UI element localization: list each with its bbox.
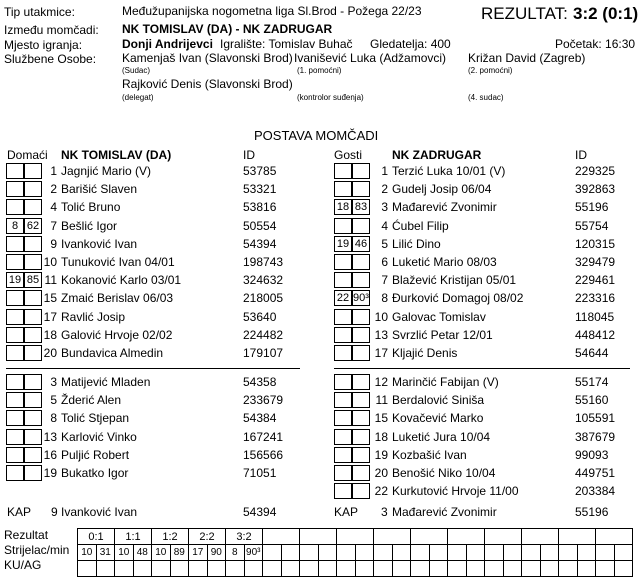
player-name: Luketić Mario 08/03	[392, 255, 497, 269]
kuag-cell	[485, 561, 504, 577]
player-id: 203384	[575, 484, 616, 499]
player-name: Ravlić Josip	[61, 309, 126, 324]
player-number: 22	[374, 484, 388, 499]
result-cell	[263, 529, 300, 545]
score-kuag-row	[78, 561, 633, 577]
player-number: 4	[50, 200, 57, 215]
result-cell: 1:1	[115, 529, 152, 545]
card-box-1	[6, 199, 24, 215]
gledatelja: Gledatelja: 400	[370, 37, 451, 51]
scorer-num-cell	[337, 545, 356, 561]
player-number: 20	[43, 346, 57, 360]
player-id: 55754	[575, 218, 609, 233]
kuag-cell	[411, 561, 430, 577]
pomocni2-role: (2. pomoćni)	[468, 66, 513, 75]
player-number: 15	[374, 411, 388, 426]
kuag-cell	[300, 561, 319, 577]
player-name: Ćubel Filip	[392, 218, 449, 233]
card-box-1	[334, 429, 352, 445]
player-number: 9	[50, 236, 57, 251]
away-col-label: Gosti	[334, 148, 363, 162]
player-name: Đurković Domagoj 08/02	[392, 291, 524, 306]
card-box-1	[6, 392, 24, 408]
card-box-1	[334, 447, 352, 463]
scorer-num-cell: 8	[226, 545, 245, 561]
player-name: Blažević Kristijan 05/01	[392, 273, 517, 288]
scorer-min-cell: 90	[207, 545, 226, 561]
player-name: Bundavica Almedin	[61, 346, 164, 360]
kuag-cell	[133, 561, 152, 577]
strijelac-row-label: Strijelac/min	[4, 543, 70, 557]
card-box-1	[334, 374, 352, 390]
card-box-1	[334, 181, 352, 197]
home-id-label: ID	[243, 148, 255, 162]
kuag-cell	[189, 561, 208, 577]
result-cell: 0:1	[78, 529, 115, 545]
player-number: 10	[374, 309, 388, 324]
pomocni1-role: (1. pomoćni)	[297, 66, 342, 75]
card-box-2: 46	[352, 236, 370, 252]
player-number: 11	[375, 393, 388, 408]
player-id: 120315	[575, 236, 616, 251]
card-box-1: 8	[6, 218, 24, 234]
result-cell	[300, 529, 337, 545]
card-box-2: 90³	[353, 292, 369, 305]
home-divider	[6, 368, 300, 369]
player-id: 54358	[243, 375, 277, 389]
kuag-cell	[503, 561, 522, 577]
player-name: Ivanković Ivan	[61, 236, 138, 251]
scorer-min-cell	[540, 545, 559, 561]
card-box-1	[334, 465, 352, 481]
player-name: Svrzlić Petar 12/01	[392, 327, 493, 342]
player-number: 7	[50, 218, 57, 233]
home-team-name: NK TOMISLAV (DA)	[61, 148, 172, 162]
tip-label: Tip utakmice:	[4, 5, 75, 19]
player-id: 53640	[243, 309, 277, 324]
player-number: 15	[43, 291, 57, 306]
player-number: 3	[381, 200, 388, 215]
scorer-num-cell	[522, 545, 541, 561]
teams-title: NK TOMISLAV (DA) - NK ZADRUGAR	[122, 22, 333, 36]
player-name: Karlović Vinko	[61, 429, 137, 444]
kuag-cell	[226, 561, 245, 577]
scorer-num-cell	[411, 545, 430, 561]
card-box-1	[334, 483, 352, 499]
player-name: Tolić Bruno	[61, 200, 121, 215]
player-id: 229325	[575, 164, 616, 178]
card-box-1	[6, 465, 24, 481]
rezultat-value: 3:2 (0:1)	[573, 4, 639, 23]
player-id: 55160	[575, 393, 609, 408]
card-box-1	[6, 410, 24, 426]
player-number: 8	[381, 291, 388, 306]
player-name: Galović Hrvoje 02/02	[61, 327, 173, 342]
kuag-cell	[540, 561, 559, 577]
scorer-num-cell	[263, 545, 282, 561]
card-box-1	[334, 410, 352, 426]
result-cell	[596, 529, 633, 545]
player-name: Gudelj Josip 06/04	[392, 182, 492, 197]
pomocni1-name: Ivanišević Luka (Adžamovci)	[294, 51, 447, 65]
card-box-1	[6, 345, 24, 361]
player-id: 99093	[575, 447, 609, 462]
player-id: 55174	[575, 375, 609, 389]
scorer-min-cell	[577, 545, 596, 561]
result-cell	[448, 529, 485, 545]
player-number: 7	[381, 273, 388, 288]
player-number: 6	[381, 255, 388, 269]
player-name: Kozbašić Ivan	[392, 447, 467, 462]
player-number: 5	[50, 393, 57, 408]
kuag-cell	[522, 561, 541, 577]
scorer-num-cell	[559, 545, 578, 561]
player-name: Kurkutović Hrvoje 11/00	[392, 484, 519, 499]
scorer-min-cell	[429, 545, 448, 561]
player-id: 448412	[575, 327, 616, 342]
player-id: 223316	[575, 291, 616, 306]
result-cell: 2:2	[189, 529, 226, 545]
player-id: 392863	[575, 182, 616, 197]
card-box-1	[334, 272, 352, 288]
card-box-1	[6, 447, 24, 463]
scorer-num-cell	[374, 545, 393, 561]
delegat-name: Rajković Denis (Slavonski Brod)	[122, 77, 293, 91]
sudac-name: Kamenjaš Ivan (Slavonski Brod)	[122, 51, 293, 65]
player-number: 17	[43, 309, 57, 324]
player-name: Kovačević Marko	[392, 411, 484, 426]
player-name: Lilić Dino	[392, 236, 441, 251]
scorer-num-cell	[300, 545, 319, 561]
player-name: Berdalović Siniša	[392, 393, 485, 408]
home-kap-id: 54394	[243, 505, 277, 519]
home-kap-num: 9	[51, 505, 58, 519]
player-id: 71051	[243, 466, 277, 480]
player-id: 449751	[575, 466, 616, 480]
home-kap-name: Ivanković Ivan	[61, 505, 138, 519]
player-name: Kljajić Denis	[392, 346, 458, 360]
player-name: Tunuković Ivan 04/01	[61, 255, 175, 269]
card-box-1	[334, 392, 352, 408]
scorer-num-cell: 17	[189, 545, 208, 561]
result-cell	[522, 529, 559, 545]
away-id-label: ID	[575, 148, 587, 162]
scorer-num-cell: 10	[78, 545, 97, 561]
kuag-row-label: KU/AG	[4, 558, 42, 572]
player-number: 1	[50, 164, 57, 178]
player-number: 2	[381, 182, 388, 197]
player-name: Kokanović Karlo 03/01	[61, 273, 182, 288]
player-number: 8	[50, 411, 57, 426]
player-id: 218005	[243, 291, 284, 306]
scorer-num-cell	[485, 545, 504, 561]
card-box-1	[334, 163, 352, 179]
card-box-1	[334, 218, 352, 234]
delegat-role: (delegat)	[122, 93, 154, 102]
card-box-1	[6, 254, 24, 270]
player-name: Jagnjić Mario (V)	[61, 164, 152, 178]
player-id: 54384	[243, 411, 277, 426]
card-box-1	[6, 181, 24, 197]
player-number: 10	[43, 255, 57, 269]
player-name: Tolić Stjepan	[61, 411, 130, 426]
scorer-min-cell: 31	[96, 545, 115, 561]
kuag-cell	[78, 561, 97, 577]
scorer-num-cell: 10	[115, 545, 134, 561]
scorer-min-cell	[466, 545, 485, 561]
player-id: 54644	[575, 346, 609, 360]
player-id: 324632	[243, 273, 284, 288]
player-id: 50554	[243, 218, 277, 233]
scorer-min-cell	[392, 545, 411, 561]
player-name: Marinčić Fabijan (V)	[392, 375, 499, 389]
card-box-1	[6, 327, 24, 343]
card-box-2: 62	[24, 218, 42, 234]
away-kap-id: 55196	[575, 505, 609, 519]
scorer-num-cell: 10	[152, 545, 171, 561]
kontrolor-role: (kontrolor suđenja)	[297, 93, 364, 102]
card-box-1	[6, 429, 24, 445]
player-name: Bukatko Igor	[61, 466, 129, 480]
player-id: 179107	[243, 346, 284, 360]
scorer-min-cell	[355, 545, 374, 561]
izmedju-label: Između momčadi:	[4, 23, 99, 37]
player-id: 229461	[575, 273, 616, 288]
player-id: 53816	[243, 200, 277, 215]
card-box-1: 19	[6, 272, 24, 288]
player-id: 53321	[243, 182, 277, 197]
scorer-min-cell: 90³	[244, 545, 263, 561]
player-number: 18	[374, 429, 388, 444]
lineup-title: POSTAVA MOMČADI	[254, 128, 379, 143]
home-kap-label: KAP	[7, 505, 32, 519]
away-divider	[334, 368, 630, 369]
kuag-cell	[263, 561, 282, 577]
player-number: 3	[50, 375, 57, 389]
player-id: 53785	[243, 164, 277, 178]
away-kap-name: Mađarević Zvonimir	[392, 505, 497, 519]
player-name: Galovac Tomislav	[392, 309, 486, 324]
score-result-row	[78, 529, 633, 545]
player-number: 2	[50, 182, 57, 197]
card-box-1	[334, 327, 352, 343]
result-cell: 3:2	[226, 529, 263, 545]
kuag-cell	[392, 561, 411, 577]
player-name: Luketić Jura 10/04	[392, 429, 491, 444]
result-cell: 1:2	[152, 529, 189, 545]
card-box-1	[6, 236, 24, 252]
kuag-cell	[207, 561, 226, 577]
sudac4-role: (4. sudac)	[468, 93, 504, 102]
card-box-1	[334, 309, 352, 325]
kuag-cell	[115, 561, 134, 577]
pocetak: Početak: 16:30	[555, 37, 636, 51]
player-number: 18	[43, 327, 57, 342]
kuag-cell	[281, 561, 300, 577]
player-number: 5	[381, 236, 388, 251]
kuag-cell	[559, 561, 578, 577]
away-kap-num: 3	[381, 505, 388, 519]
player-id: 233679	[243, 393, 284, 408]
kuag-cell	[355, 561, 374, 577]
player-id: 224482	[243, 327, 284, 342]
kuag-cell	[429, 561, 448, 577]
kuag-cell	[374, 561, 393, 577]
kuag-cell	[577, 561, 596, 577]
player-name: Terzić Luka 10/01 (V)	[392, 164, 506, 178]
player-number: 19	[43, 466, 57, 480]
card-box-1	[334, 254, 352, 270]
player-id: 156566	[243, 447, 284, 462]
kuag-cell	[466, 561, 485, 577]
sluzbene-label: Službene Osobe:	[4, 52, 97, 66]
player-number: 12	[374, 375, 388, 389]
player-number: 13	[43, 429, 57, 444]
player-number: 20	[374, 466, 388, 480]
result-cell	[485, 529, 522, 545]
kuag-cell	[244, 561, 263, 577]
away-kap-label: KAP	[334, 505, 359, 519]
player-id: 198743	[243, 255, 284, 269]
result-cell	[374, 529, 411, 545]
player-number: 4	[381, 218, 388, 233]
player-number: 17	[374, 346, 388, 360]
kuag-cell	[318, 561, 337, 577]
card-box-1: 19	[334, 236, 352, 252]
kuag-cell	[170, 561, 189, 577]
player-id: 118045	[575, 309, 615, 324]
player-number: 1	[381, 164, 388, 178]
away-team-name: NK ZADRUGAR	[392, 148, 482, 162]
score-table	[77, 528, 633, 577]
player-name: Zmaić Berislav 06/03	[61, 291, 174, 306]
scorer-min-cell: 48	[133, 545, 152, 561]
home-col-label: Domaći	[7, 148, 48, 162]
kuag-cell	[337, 561, 356, 577]
player-id: 387679	[575, 429, 616, 444]
tip-value: Međužupanijska nogometna liga Sl.Brod - Požega 22/23	[122, 4, 422, 18]
player-name: Barišić Slaven	[61, 182, 138, 197]
kuag-cell	[614, 561, 633, 577]
igraliste: Igralište: Tomislav Buhač	[220, 37, 353, 51]
pomocni2-name: Križan David (Zagreb)	[468, 51, 586, 65]
card-box-2: 83	[352, 199, 370, 215]
result-cell	[411, 529, 448, 545]
player-name: Matijević Mladen	[61, 375, 151, 389]
player-id: 329479	[575, 255, 616, 269]
card-box-1	[6, 290, 24, 306]
card-box-1	[6, 163, 24, 179]
scorer-min-cell	[614, 545, 633, 561]
player-name: Bešlić Igor	[61, 218, 118, 233]
card-box-1	[6, 309, 24, 325]
card-box-1	[6, 374, 24, 390]
kuag-cell	[596, 561, 615, 577]
player-id: 54394	[243, 236, 277, 251]
player-number: 11	[44, 273, 57, 288]
sudac-role: (Sudac)	[122, 66, 151, 75]
scorer-min-cell	[281, 545, 300, 561]
score-scorer-row	[78, 545, 633, 561]
kuag-cell	[448, 561, 467, 577]
mjesto-value: Donji Andrijevci	[122, 37, 213, 51]
kuag-cell	[152, 561, 171, 577]
player-name: Puljić Robert	[61, 447, 130, 462]
scorer-num-cell	[448, 545, 467, 561]
card-box-1: 18	[334, 199, 352, 215]
scorer-min-cell	[503, 545, 522, 561]
player-name: Žderić Alen	[61, 393, 122, 408]
result-cell	[559, 529, 596, 545]
player-number: 13	[374, 327, 388, 342]
scorer-min-cell: 89	[170, 545, 189, 561]
mjesto-label: Mjesto igranja:	[4, 38, 83, 52]
rezultat-label: REZULTAT:	[481, 4, 568, 23]
card-box-1: 22	[334, 290, 352, 306]
player-id: 105591	[575, 411, 616, 426]
player-number: 16	[43, 447, 57, 462]
kuag-cell	[96, 561, 115, 577]
player-id: 167241	[243, 429, 284, 444]
player-name: Mađarević Zvonimir	[392, 200, 497, 215]
scorer-num-cell	[596, 545, 615, 561]
player-id: 55196	[575, 200, 609, 215]
rezultat-row-label: Rezultat	[4, 528, 49, 542]
result-cell	[337, 529, 374, 545]
player-number: 19	[374, 447, 388, 462]
card-box-2: 85	[24, 272, 42, 288]
player-name: Benošić Niko 10/04	[392, 466, 496, 480]
card-box-1	[334, 345, 352, 361]
scorer-min-cell	[318, 545, 337, 561]
